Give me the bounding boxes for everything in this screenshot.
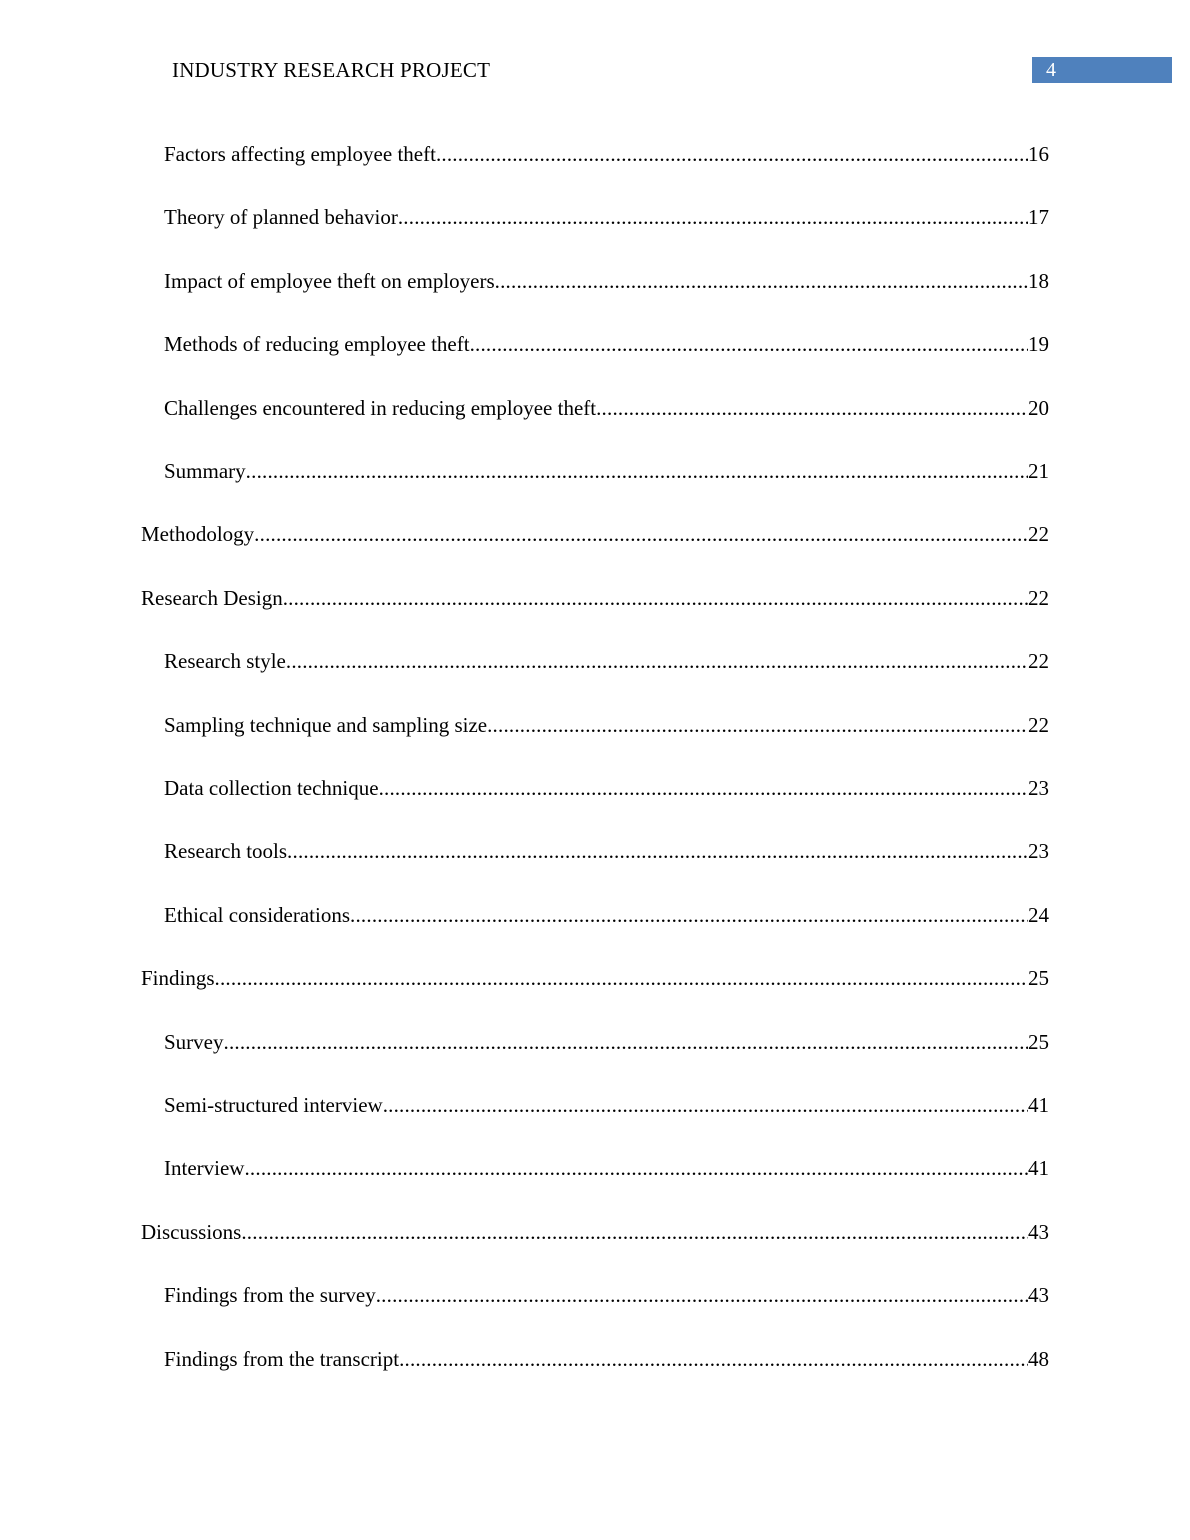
toc-dot-leader: [376, 1279, 1028, 1311]
toc-entry-label: Challenges encountered in reducing employee theft: [164, 395, 597, 420]
toc-entry-page: 48: [1028, 1346, 1049, 1371]
page-number-box: [1032, 57, 1172, 83]
toc-entry-link[interactable]: [164, 265, 1049, 297]
toc-entry-link[interactable]: [141, 962, 1049, 994]
toc-entry-page: 16: [1028, 142, 1049, 166]
toc-dot-leader: [254, 518, 1028, 550]
toc-row: [0, 962, 1190, 994]
toc-dot-leader: [487, 709, 1028, 741]
toc-entry-link[interactable]: [164, 1279, 1049, 1311]
toc-row: [0, 1343, 1190, 1375]
toc-entry-page: 43: [1028, 1283, 1049, 1308]
toc-entry-label: Methodology: [141, 522, 255, 547]
toc-entry-label: Survey: [164, 1029, 224, 1054]
header-title: INDUSTRY RESEARCH PROJECT: [172, 58, 491, 82]
toc-entry-page: 19: [1028, 332, 1049, 357]
toc-entry-link[interactable]: [164, 201, 1049, 233]
toc-dot-leader: [470, 328, 1028, 360]
toc-entry-link[interactable]: [141, 1216, 1049, 1248]
toc-entry-label: Data collection technique: [164, 776, 379, 800]
toc-entry-link[interactable]: [164, 1152, 1049, 1184]
toc-dot-leader: [283, 582, 1028, 614]
toc-row: [0, 138, 1190, 170]
toc-dot-leader: [379, 772, 1028, 804]
toc-dot-leader: [286, 645, 1028, 677]
toc-row: [0, 899, 1190, 931]
toc-entry-page: 23: [1028, 776, 1049, 800]
toc-entry-label: Research style: [164, 649, 286, 674]
toc-entry-link[interactable]: [164, 899, 1049, 931]
toc-entry-link[interactable]: [164, 392, 1049, 424]
toc-entry-link[interactable]: [164, 138, 1049, 170]
toc-row: [0, 455, 1190, 487]
toc-entry-link[interactable]: [164, 1343, 1049, 1375]
toc-dot-leader: [383, 1089, 1028, 1121]
toc-entry-page: 17: [1028, 205, 1049, 230]
toc-dot-leader: [399, 1343, 1028, 1375]
toc-entry-link[interactable]: [164, 1089, 1049, 1121]
toc-row: [0, 392, 1190, 424]
toc-entry-link[interactable]: [164, 328, 1049, 360]
toc-dot-leader: [287, 835, 1028, 867]
toc-dot-leader: [246, 455, 1028, 487]
toc-entry-link[interactable]: [141, 582, 1049, 614]
toc-row: [0, 1026, 1190, 1058]
toc-row: [0, 1279, 1190, 1311]
toc-row: [0, 201, 1190, 233]
toc-entry-page: 23: [1028, 839, 1049, 864]
toc-entry-link[interactable]: [164, 835, 1049, 867]
toc-entry-page: 20: [1028, 395, 1049, 420]
toc-entry-page: 22: [1028, 585, 1049, 610]
toc-entry-label: Discussions: [141, 1219, 242, 1244]
toc-entry-label: Factors affecting employee theft: [164, 142, 436, 166]
toc-entry-page: 18: [1028, 268, 1049, 293]
toc-row: [0, 1216, 1190, 1248]
toc-entry-label: Findings: [141, 966, 215, 991]
toc-entry-label: Sampling technique and sampling size: [164, 712, 488, 737]
toc-entry-link[interactable]: [141, 518, 1049, 550]
toc-entry-label: Theory of planned behavior: [164, 205, 398, 230]
toc-entry-link[interactable]: [164, 709, 1049, 741]
toc-row: [0, 265, 1190, 297]
toc-entry-label: Semi-structured interview: [164, 1093, 383, 1117]
toc-entry-label: Research tools: [164, 839, 288, 864]
toc-entry-label: Research Design: [141, 585, 283, 610]
toc-dot-leader: [244, 1152, 1028, 1184]
toc-dot-leader: [350, 899, 1028, 931]
toc-dot-leader: [224, 1026, 1029, 1058]
toc-entry-page: 24: [1028, 902, 1049, 927]
toc-dot-leader: [215, 962, 1028, 994]
toc-row: [0, 772, 1190, 804]
toc-entry-page: 25: [1028, 966, 1049, 991]
toc-entry-page: 22: [1028, 522, 1049, 547]
toc-dot-leader: [495, 265, 1028, 297]
toc-entry-label: Ethical considerations: [164, 902, 351, 927]
toc-dot-leader: [436, 138, 1028, 170]
toc-entry-link[interactable]: [164, 645, 1049, 677]
toc-row: [0, 582, 1190, 614]
page-number: 4: [1046, 59, 1056, 81]
toc-row: [0, 835, 1190, 867]
toc-entry-label: Interview: [164, 1156, 245, 1181]
toc-entry-label: Methods of reducing employee theft: [164, 332, 470, 357]
toc-entry-page: 41: [1028, 1156, 1049, 1181]
toc-entry-label: Summary: [164, 459, 246, 483]
toc-row: [0, 518, 1190, 550]
toc-entry-label: Impact of employee theft on employers: [164, 268, 495, 293]
toc-entry-page: 41: [1028, 1093, 1049, 1117]
toc-row: [0, 1152, 1190, 1184]
toc-row: [0, 328, 1190, 360]
toc-dot-leader: [398, 201, 1028, 233]
toc-dot-leader: [596, 392, 1028, 424]
toc-entry-link[interactable]: [164, 1026, 1049, 1058]
toc-row: [0, 709, 1190, 741]
toc-entry-link[interactable]: [164, 772, 1049, 804]
toc-entry-page: 22: [1028, 712, 1049, 737]
toc-entry-page: 22: [1028, 649, 1049, 674]
toc-entry-page: 25: [1028, 1029, 1049, 1054]
toc-row: [0, 1089, 1190, 1121]
toc-entry-page: 43: [1028, 1219, 1049, 1244]
toc-entry-link[interactable]: [164, 455, 1049, 487]
toc-entry-label: Findings from the transcript: [164, 1346, 400, 1371]
toc-entry-label: Findings from the survey: [164, 1283, 376, 1308]
toc-dot-leader: [241, 1216, 1028, 1248]
toc-entry-page: 21: [1028, 459, 1049, 483]
toc-row: [0, 645, 1190, 677]
